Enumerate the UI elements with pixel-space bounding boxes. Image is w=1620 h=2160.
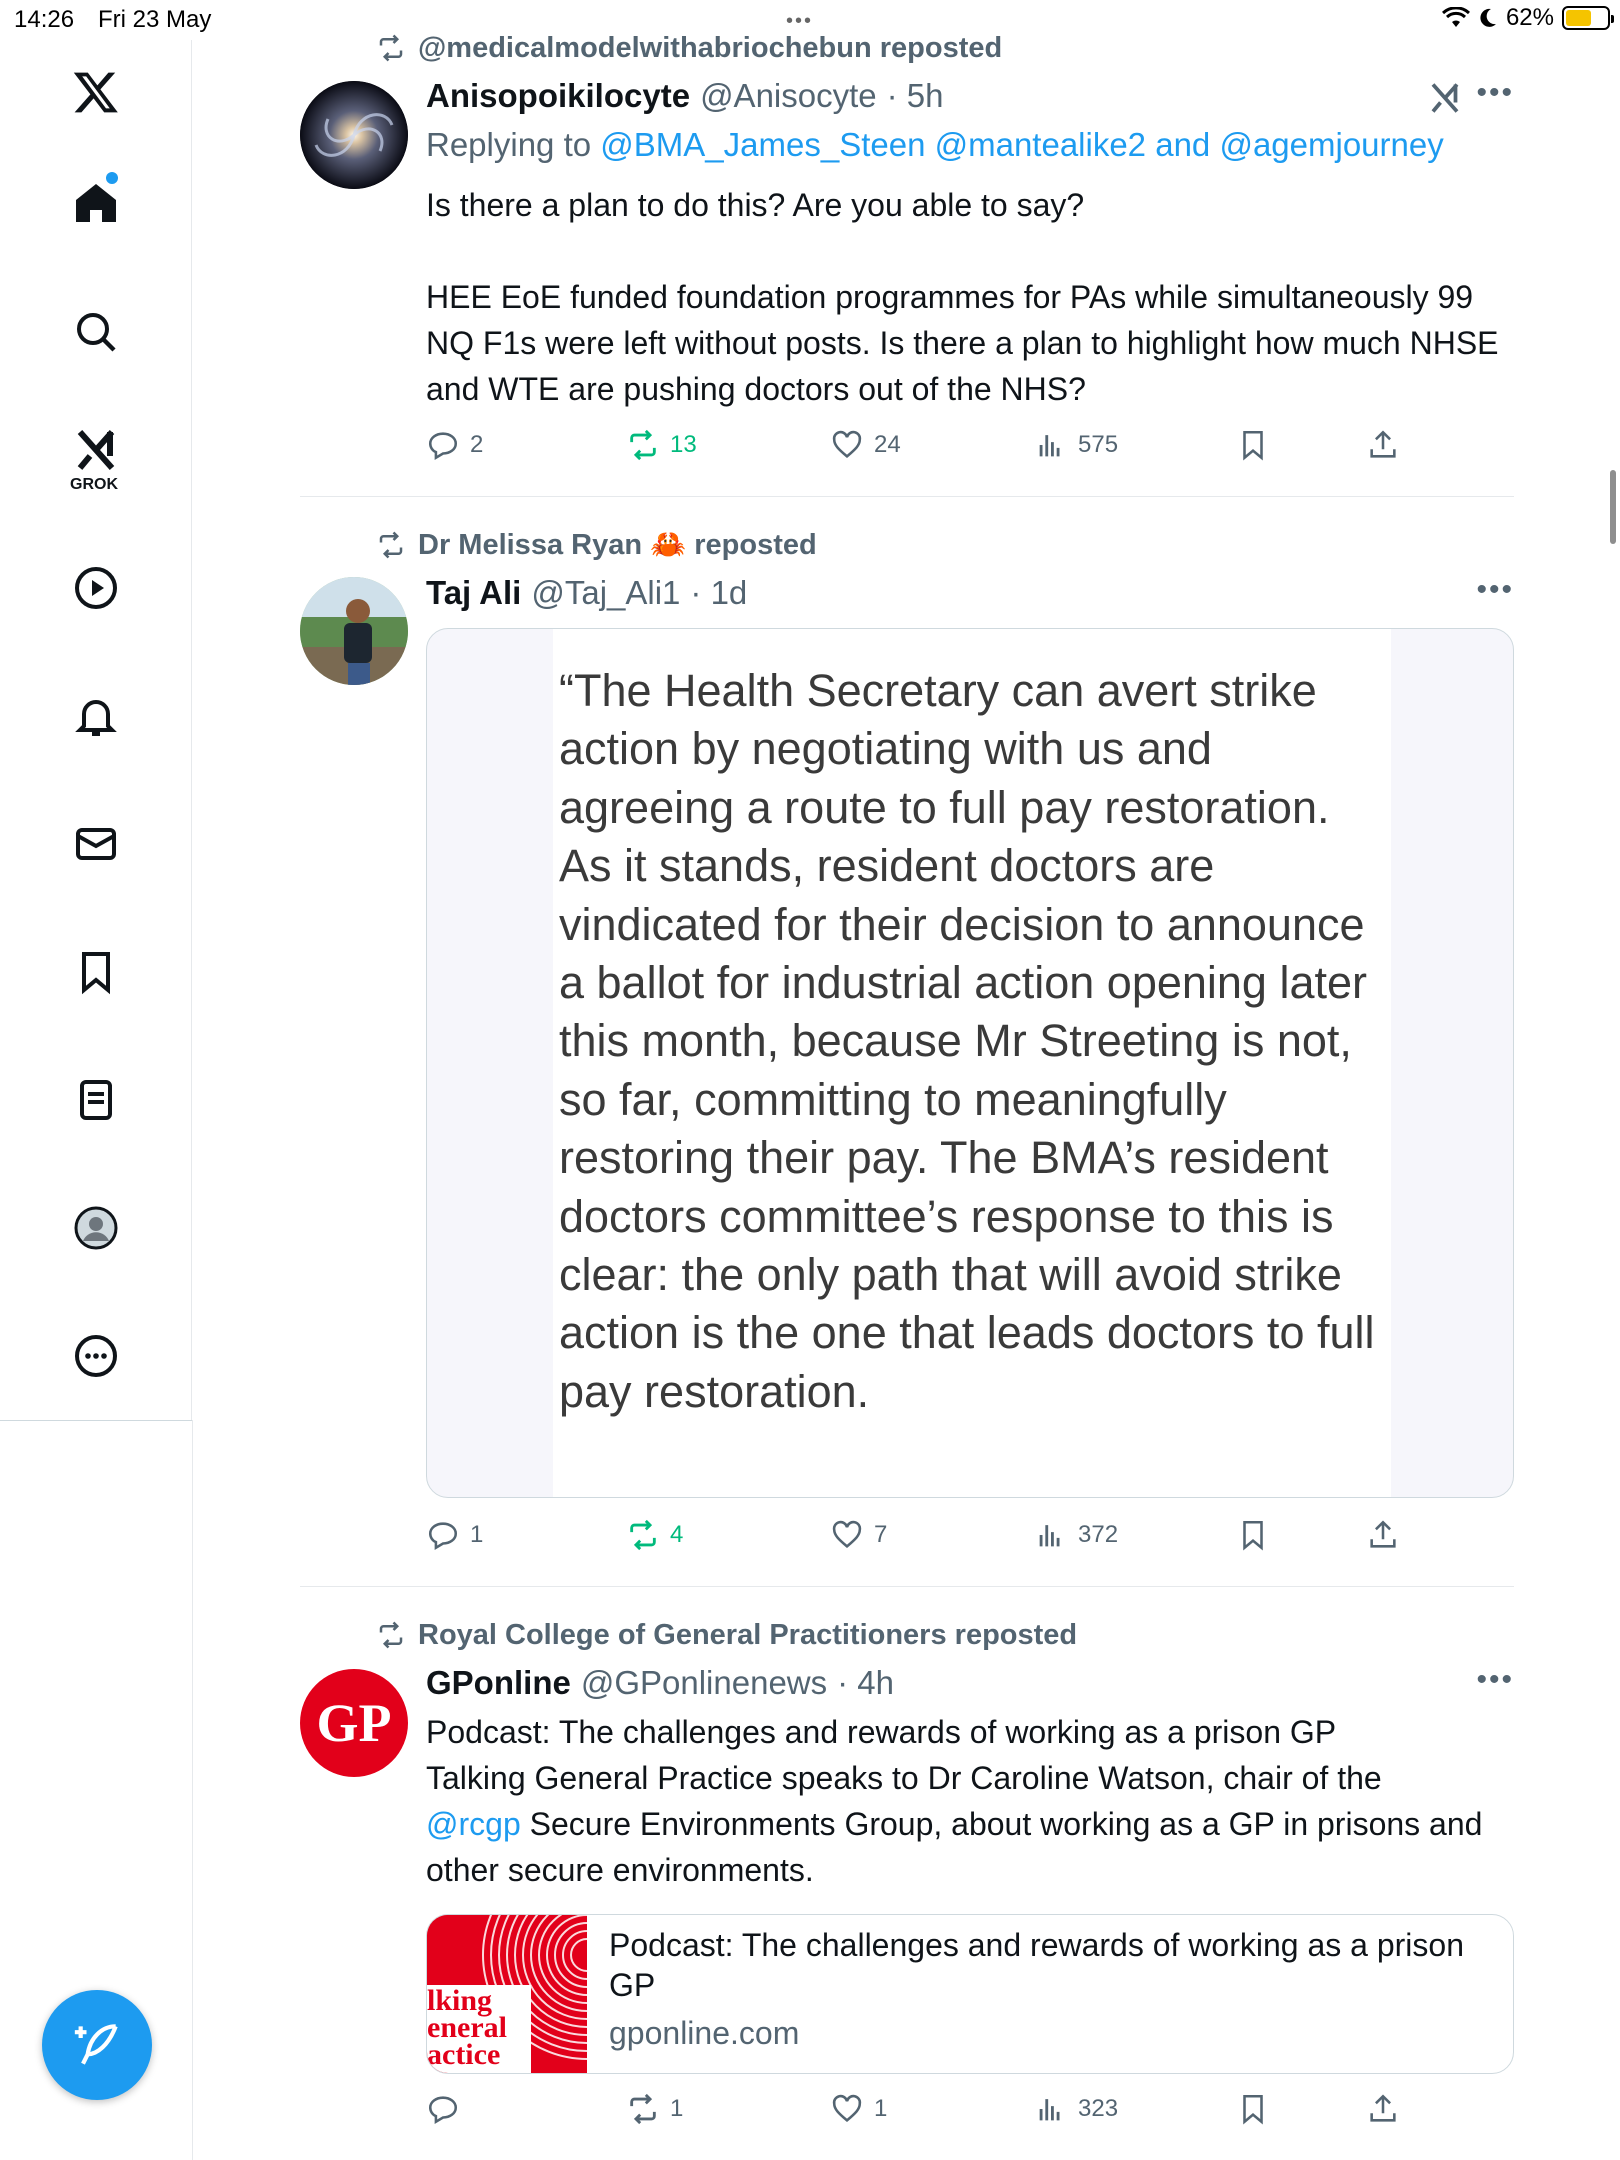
heart-icon xyxy=(830,428,864,462)
repost-icon xyxy=(376,1620,406,1650)
view-count: 323 xyxy=(1078,2095,1119,2122)
repost-count: 4 xyxy=(670,1521,684,1548)
view-count: 372 xyxy=(1078,1521,1119,1548)
bookmark-button[interactable] xyxy=(1236,428,1270,462)
status-date: Fri 23 May xyxy=(98,6,212,33)
tweet-actions xyxy=(426,428,1514,472)
tweet-text-line: Talking General Practice speaks to Dr Caroline Watson, chair of the xyxy=(426,1760,1382,1796)
repost-indicator xyxy=(376,1618,1077,1652)
replying-to xyxy=(426,126,1444,164)
search-icon[interactable] xyxy=(60,296,132,368)
display-name[interactable]: Taj Ali xyxy=(426,574,522,611)
tweet-divider xyxy=(300,496,1514,497)
link-thumbnail xyxy=(427,1915,587,2074)
reply-icon xyxy=(426,1518,460,1552)
views-button[interactable] xyxy=(1034,2092,1118,2126)
display-name[interactable]: Anisopoikilocyte xyxy=(426,77,691,114)
like-count: 24 xyxy=(874,431,901,458)
repost-by-label[interactable]: Dr Melissa Ryan 🦀 reposted xyxy=(418,529,817,561)
avatar[interactable] xyxy=(300,577,408,685)
bookmark-button[interactable] xyxy=(1236,2092,1270,2126)
repost-indicator xyxy=(376,528,817,562)
tweet-text xyxy=(426,1709,1514,1893)
video-icon[interactable] xyxy=(60,552,132,624)
tweet-header xyxy=(426,76,944,116)
user-handle[interactable]: @GPonlinenews xyxy=(580,1664,828,1701)
heart-icon xyxy=(830,1518,864,1552)
mention-link[interactable]: @BMA_James_Steen @mantealike2 xyxy=(600,126,1147,163)
repost-indicator xyxy=(376,31,1002,65)
link-card-title: Podcast: The challenges and rewards of working as a prison GP xyxy=(609,1927,1464,2003)
replying-and[interactable]: and xyxy=(1155,126,1211,163)
view-count: 575 xyxy=(1078,431,1119,458)
mail-icon[interactable] xyxy=(60,808,132,880)
display-name[interactable]: GPonline xyxy=(426,1664,571,1701)
profile-icon[interactable] xyxy=(60,1192,132,1264)
avatar[interactable] xyxy=(300,81,408,189)
share-button[interactable] xyxy=(1366,2092,1400,2126)
more-options-icon[interactable]: ••• xyxy=(1476,1663,1514,1696)
avatar[interactable] xyxy=(300,1669,408,1777)
share-button[interactable] xyxy=(1366,1518,1400,1552)
compose-button[interactable] xyxy=(42,1990,152,2100)
share-icon xyxy=(1366,428,1400,462)
repost-icon xyxy=(626,428,660,462)
reply-button[interactable] xyxy=(426,1518,483,1552)
bell-icon[interactable] xyxy=(60,680,132,752)
link-preview-card[interactable] xyxy=(426,1914,1514,2074)
grok-explain-icon[interactable] xyxy=(1426,80,1464,116)
moon-icon xyxy=(1478,7,1498,29)
repost-button[interactable] xyxy=(626,1518,683,1552)
sidebar-border xyxy=(192,1420,193,2160)
avatar-logo-text: GP xyxy=(316,1693,392,1753)
views-icon xyxy=(1034,428,1068,462)
bookmark-icon xyxy=(1236,428,1270,462)
repost-icon xyxy=(376,33,406,63)
like-button[interactable] xyxy=(830,2092,887,2126)
tweet-text-paragraph: HEE EoE funded foundation programmes for PAs while simultaneously 99 NQ F1s were left without posts. Is there a plan to highlight how much NHSE and WTE are pushing doctors out of the NHS? xyxy=(426,279,1499,407)
status-time: 14:26 xyxy=(14,6,75,33)
more-icon[interactable] xyxy=(60,1320,132,1392)
repost-by-label[interactable]: Royal College of General Practitioners reposted xyxy=(418,1618,1078,1651)
compose-feather-icon xyxy=(69,2017,125,2073)
views-button[interactable] xyxy=(1034,1518,1118,1552)
tweet-header xyxy=(426,1663,894,1703)
scrollbar[interactable] xyxy=(1610,470,1616,544)
reply-count: 2 xyxy=(470,431,484,458)
tweet-actions xyxy=(426,1518,1514,1562)
multitask-dots-icon[interactable]: ••• xyxy=(786,10,814,32)
repost-icon xyxy=(626,2092,660,2126)
user-handle[interactable]: @Taj_Ali1 xyxy=(531,574,681,611)
repost-by-label[interactable]: @medicalmodelwithabriochebun reposted xyxy=(418,31,1003,64)
repost-button[interactable] xyxy=(626,428,697,462)
tweet-time[interactable]: · 4h xyxy=(837,1664,895,1701)
mention-link[interactable]: @rcgp xyxy=(426,1806,521,1842)
tweet-header xyxy=(426,573,747,613)
user-handle[interactable]: @Anisocyte xyxy=(700,77,877,114)
grok-label: GROK xyxy=(70,476,118,493)
link-card-domain: gponline.com xyxy=(609,2015,800,2051)
bookmark-icon xyxy=(1236,2092,1270,2126)
attached-image[interactable] xyxy=(426,628,1514,1498)
views-icon xyxy=(1034,2092,1068,2126)
like-count: 7 xyxy=(874,1521,888,1548)
reply-button[interactable] xyxy=(426,428,483,462)
reply-count: 1 xyxy=(470,1521,484,1548)
tweet-time[interactable]: · 1d xyxy=(690,574,748,611)
like-button[interactable] xyxy=(830,428,901,462)
replying-label: Replying to xyxy=(426,126,592,163)
bookmark-button[interactable] xyxy=(1236,1518,1270,1552)
like-count: 1 xyxy=(874,2095,888,2122)
image-quote-text: “The Health Secretary can avert strike action by negotiating with us and agreeing a route to full pay restoration. As it stands, resident doctors are vindicated for their decision to announce a ballot for industrial action opening later this month, because Mr Streeting is not, so far, committing to meaningfully restoring their pay. The BMA’s resident doctors committee’s response to this is clear: the only path that will avoid strike action is the one that leads doctors to full pay restoration. xyxy=(559,665,1375,1417)
repost-count: 1 xyxy=(670,2095,684,2122)
repost-icon xyxy=(376,530,406,560)
share-icon xyxy=(1366,2092,1400,2126)
more-options-icon[interactable]: ••• xyxy=(1476,573,1514,606)
home-notification-dot xyxy=(106,172,118,184)
tweet-actions xyxy=(426,2092,1514,2136)
status-right xyxy=(1442,4,1610,32)
views-icon xyxy=(1034,1518,1068,1552)
bookmark-icon[interactable] xyxy=(60,936,132,1008)
tweet-text-line: Secure Environments Group, about working as a GP in prisons and other secure environments. xyxy=(426,1806,1483,1888)
mention-link[interactable]: @agemjourney xyxy=(1219,126,1444,163)
tweet-text-line: Is there a plan to do this? Are you able to say? xyxy=(426,187,1085,223)
battery-percent: 62% xyxy=(1505,4,1554,31)
tweet-divider xyxy=(300,1586,1514,1587)
share-button[interactable] xyxy=(1366,428,1400,462)
tweet-text xyxy=(426,182,1514,412)
lists-icon[interactable] xyxy=(60,1064,132,1136)
repost-count: 13 xyxy=(670,431,697,458)
x-logo-icon[interactable] xyxy=(60,56,132,128)
reply-button[interactable] xyxy=(426,2092,460,2126)
sidebar-divider xyxy=(0,1420,192,1421)
repost-icon xyxy=(626,1518,660,1552)
heart-icon xyxy=(830,2092,864,2126)
repost-button[interactable] xyxy=(626,2092,683,2126)
tweet-text-line: Podcast: The challenges and rewards of working as a prison GP xyxy=(426,1714,1337,1750)
reply-icon xyxy=(426,428,460,462)
wifi-icon xyxy=(1442,7,1470,29)
thumbnail-text: lking eneral actice xyxy=(427,1984,507,2071)
reply-icon xyxy=(426,2092,460,2126)
battery-icon xyxy=(1562,6,1610,30)
home-icon[interactable] xyxy=(60,168,132,240)
share-icon xyxy=(1366,1518,1400,1552)
bookmark-icon xyxy=(1236,1518,1270,1552)
views-button[interactable] xyxy=(1034,428,1118,462)
tweet-time[interactable]: · 5h xyxy=(886,77,944,114)
more-options-icon[interactable]: ••• xyxy=(1476,76,1514,109)
like-button[interactable] xyxy=(830,1518,887,1552)
